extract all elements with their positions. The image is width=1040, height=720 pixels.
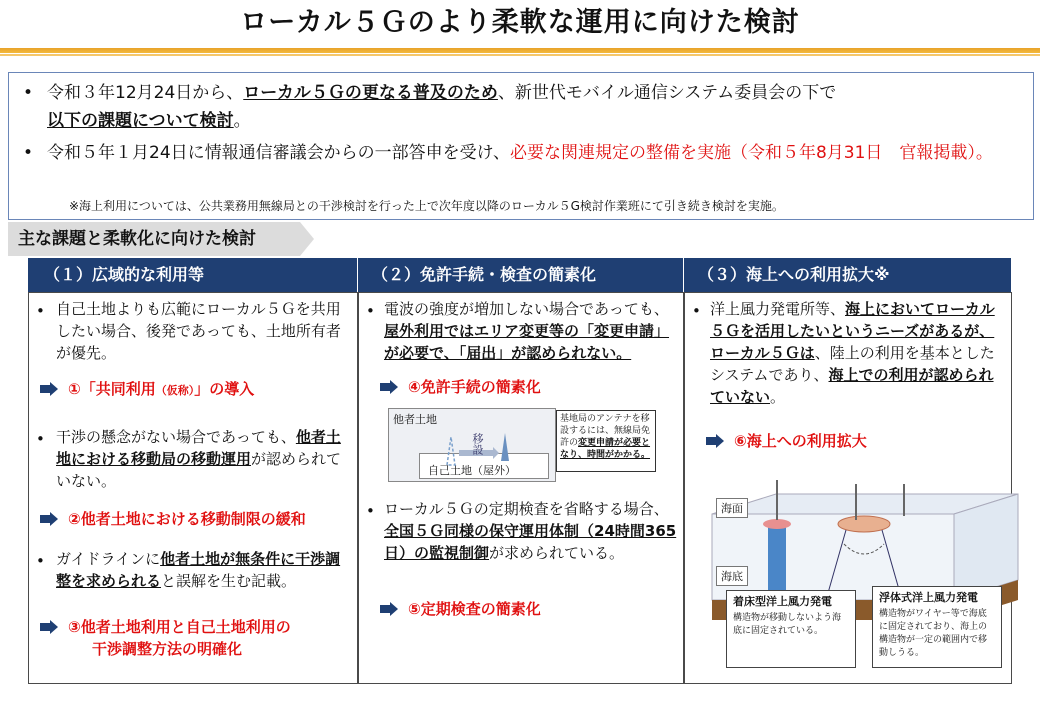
floating-wind-box: [872, 586, 1002, 668]
section-tag: 主な課題と柔軟化に向けた検討: [8, 222, 300, 256]
issue-emphasis: 他者土地が無条件に干渉調整を求められる: [56, 550, 341, 590]
col2-issue-2: [384, 498, 680, 564]
antenna-callout: [556, 410, 656, 472]
bullet-dot: •: [23, 143, 34, 163]
diagram-label-other-land: 他者土地: [393, 413, 437, 426]
bullet-dot: •: [366, 302, 375, 320]
col1-solution-2: [40, 508, 306, 529]
page-title: ローカル５Ｇのより柔軟な運用に向けた検討: [240, 7, 800, 38]
floating-wind-desc: 構造物がワイヤー等で海底に固定されており、海上の構造物が一定の範囲内で移動しうる。: [879, 609, 988, 658]
title-rule: [0, 48, 1040, 53]
fixed-wind-box: [726, 590, 856, 668]
col2-issue-1: [384, 298, 680, 364]
label-sea-floor: 海底: [716, 566, 748, 586]
issue-emphasis: 海上においてローカル５Ｇを活用したいというニーズがあるが、ローカル５Ｇは: [710, 300, 995, 362]
solution-text: 」の導入: [194, 380, 255, 398]
arrow-icon: [40, 382, 58, 396]
arrow-icon: [706, 434, 724, 448]
issue-text: が認められていない。: [56, 450, 342, 490]
solution-text: ③他者土地利用と自己土地利用の: [68, 618, 291, 636]
arrow-icon: [40, 512, 58, 526]
header-col1: （１）広域的な利用等: [28, 258, 358, 292]
issue-emphasis: 全国５Ｇ同様の保守運用体制（24時間365日）の監視制御: [384, 522, 677, 562]
col2-solution-1: [380, 376, 541, 397]
intro-bullet-1: [47, 79, 1027, 135]
arrow-icon: [380, 602, 398, 616]
col2-solution-2: [380, 598, 541, 619]
title-rule-thin: [0, 54, 1040, 56]
bullet-dot: •: [36, 552, 45, 570]
callout-text: 基地局のアンテナを移設するには、無線局免許の: [560, 414, 651, 448]
intro-box: [8, 72, 1034, 220]
col1-solution-1: [40, 378, 254, 399]
col3-solution-1: [706, 430, 867, 451]
antenna-relocation-diagram: [388, 408, 556, 482]
diagram-self-land: 自己土地（屋外）: [419, 453, 549, 479]
col1-solution-3: [40, 616, 291, 660]
intro-emphasis: ローカル５Ｇの更なる普及のため: [243, 83, 498, 103]
issue-text: 電波の強度が増加しない場合であっても、: [384, 300, 669, 318]
callout-emphasis: 変更申請が必要となり、時間がかかる。: [560, 438, 651, 460]
intro-bullet-2: [47, 139, 1027, 167]
bullet-dot: •: [36, 430, 45, 448]
intro-text: 令和３年12月24日から、: [47, 83, 244, 103]
solution-small-text: （仮称）: [155, 384, 195, 397]
intro-emphasis: 以下の課題について検討: [47, 111, 234, 131]
solution-text: ④免許手続の簡素化: [408, 378, 541, 396]
issue-text: と誤解を生む記載。: [161, 572, 297, 590]
col1-issue-2: [56, 426, 352, 492]
issue-text: ガイドラインに: [56, 550, 161, 568]
col3-issue-1: [710, 298, 1006, 408]
bullet-dot: •: [366, 502, 375, 520]
issue-emphasis: 他者土地における移動局の移動運用: [56, 428, 341, 468]
col1-issue-1: 自己土地よりも広範にローカル５Ｇを共用したい場合、後発であっても、土地所有者が優先。: [56, 300, 341, 362]
intro-text: 。: [233, 111, 251, 131]
bullet-dot: •: [36, 302, 45, 320]
issue-text: 干渉の懸念がない場合であっても、: [56, 428, 296, 446]
issue-emphasis: 屋外利用ではエリア変更等の「変更申請」が必要で、「届出」が認められない。: [384, 322, 670, 362]
bullet-dot: •: [692, 302, 701, 320]
issue-text: が求められている。: [489, 544, 625, 562]
issue-text: ローカル５Ｇの定期検査を省略する場合、: [384, 500, 669, 518]
offshore-wind-diagram: [706, 480, 1024, 676]
header-col3: （３）海上への利用拡大※: [684, 258, 1012, 292]
issue-text: 。: [770, 388, 786, 406]
solution-text: ⑤定期検査の簡素化: [408, 600, 541, 618]
issue-emphasis: 海上での利用が認められていない: [710, 366, 994, 406]
intro-red-text: 必要な関連規定の整備を実施（令和５年8月31日 官報掲載）。: [509, 143, 993, 163]
diagram-move-label: 移設: [471, 433, 484, 455]
solution-text: ②他者土地における移動制限の緩和: [68, 510, 306, 528]
fixed-wind-desc: 構造物が移動しないよう海底に固定されている。: [733, 613, 842, 636]
fixed-wind-title: 着床型洋上風力発電: [733, 595, 832, 608]
intro-text: 令和５年１月24日に情報通信審議会からの一部答申を受け、: [47, 143, 510, 163]
intro-text: 、新世代モバイル通信システム委員会の下で: [497, 83, 837, 103]
arrow-icon: [380, 380, 398, 394]
issue-text: 、陸上の利用を基本としたシステムであり、: [710, 344, 995, 384]
arrow-icon: [40, 620, 58, 634]
header-col2: （２）免許手続・検査の簡素化: [358, 258, 684, 292]
col1-issue-3: [56, 548, 352, 592]
floating-wind-title: 浮体式洋上風力発電: [879, 591, 978, 604]
sea-use-note: ※海上利用については、公共業務用無線局との干渉検討を行った上で次年度以降のローカル５G検討作業班にて引き続き検討を実施。: [69, 199, 784, 213]
label-sea-surface: 海面: [716, 498, 748, 518]
solution-text: ⑥海上への利用拡大: [734, 432, 867, 450]
solution-text: 干渉調整方法の明確化: [92, 640, 243, 658]
issue-text: 洋上風力発電所等、: [710, 300, 846, 318]
solution-text: ①「共同利用: [68, 380, 156, 398]
bullet-dot: •: [23, 83, 34, 103]
